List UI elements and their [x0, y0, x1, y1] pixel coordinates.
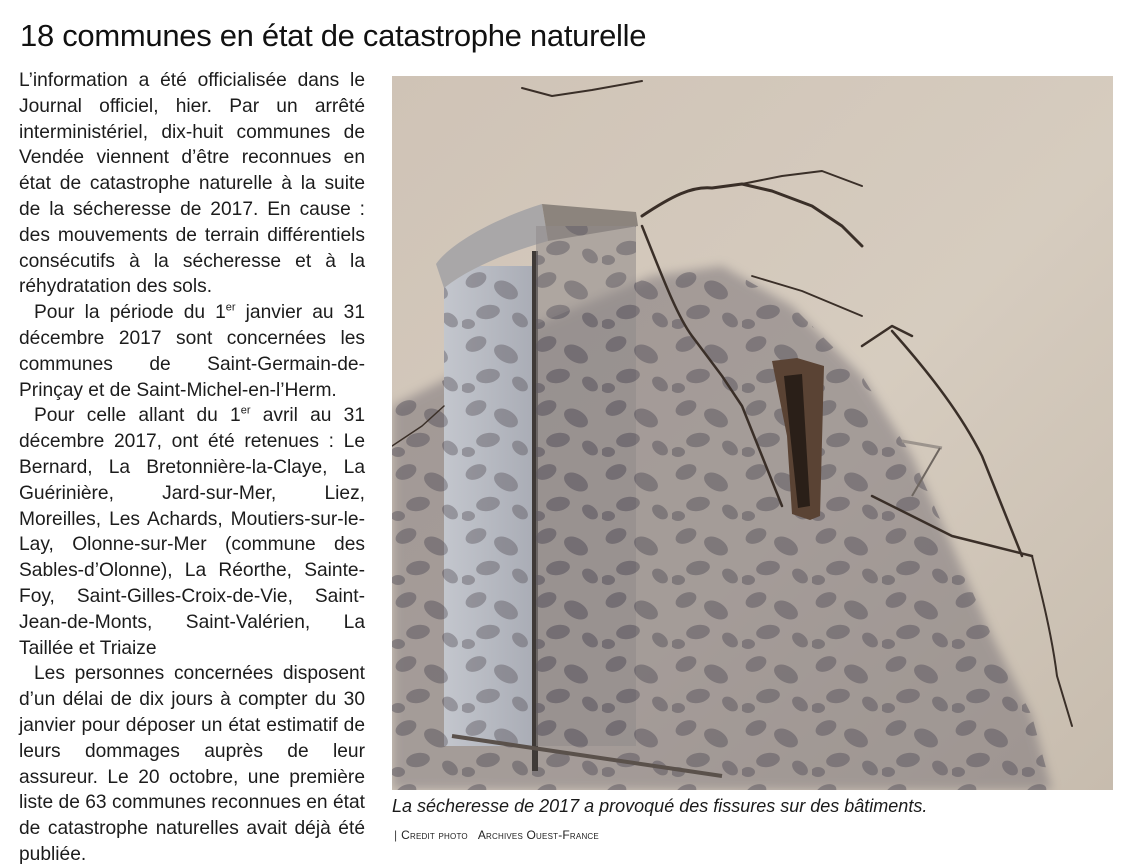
article-paragraph — [19, 300, 365, 403]
ordinal-superscript: er — [240, 404, 251, 417]
paragraph-text: Pour la période du 1 — [34, 302, 226, 324]
credit-label: Credit photo — [401, 828, 468, 842]
paragraph-text: avril au 31 décembre 2017, ont été retenues : Le Bernard, La Bretonnière-la-Claye, La Guérinière, Jard-sur-Mer, Liez, Moreilles, Les Achards, Moutiers-sur-le-Lay, Olonne-sur-Mer (commune des Sables-d’Olonne), La Réorthe, Sainte-Foy, Saint-Gilles-Croix-de-Vie, Saint-Jean-de-Monts, Saint-Valérien, La Taillée et Triaize — [19, 405, 365, 659]
cracked-wall-photo — [392, 76, 1113, 790]
article-paragraph: L’information a été officialisée dans le Journal officiel, hier. Par un arrêté interministériel, dix-huit communes de Vendée viennent d’être reconnues en état de catastrophe naturelle à la suite de la sécheresse de 2017. En cause : des mouvements de terrain différentiels consécutifs à la sécheresse et à la réhydratation des sols. — [19, 70, 365, 298]
paragraph-text: Pour celle allant du 1 — [34, 405, 241, 427]
photo-credit — [394, 828, 599, 842]
paragraph-text: janvier au 31 décembre 2017 sont concernées les communes de Saint-Germain-de-Prinçay et de Saint-Michel-en-l’Herm. — [19, 302, 366, 401]
article-paragraph: Les personnes concernées disposent d’un délai de dix jours à compter du 30 janvier pour déposer un état estimatif de leurs dommages auprès de leur assureur. Le 20 octobre, une première liste de 63 communes reconnues en état de catastrophe naturelles avait déjà été publiée. — [19, 663, 365, 865]
article-body — [19, 68, 365, 868]
photo-caption: La sécheresse de 2017 a provoqué des fissures sur des bâtiments. — [392, 796, 928, 816]
cracked-wall-illustration — [392, 76, 1113, 790]
credit-separator: | — [394, 828, 398, 842]
article-headline: 18 communes en état de catastrophe naturelle — [20, 18, 647, 53]
ordinal-superscript: er — [225, 301, 236, 314]
credit-source: Archives Ouest-France — [477, 828, 599, 842]
article-paragraph — [19, 403, 365, 661]
